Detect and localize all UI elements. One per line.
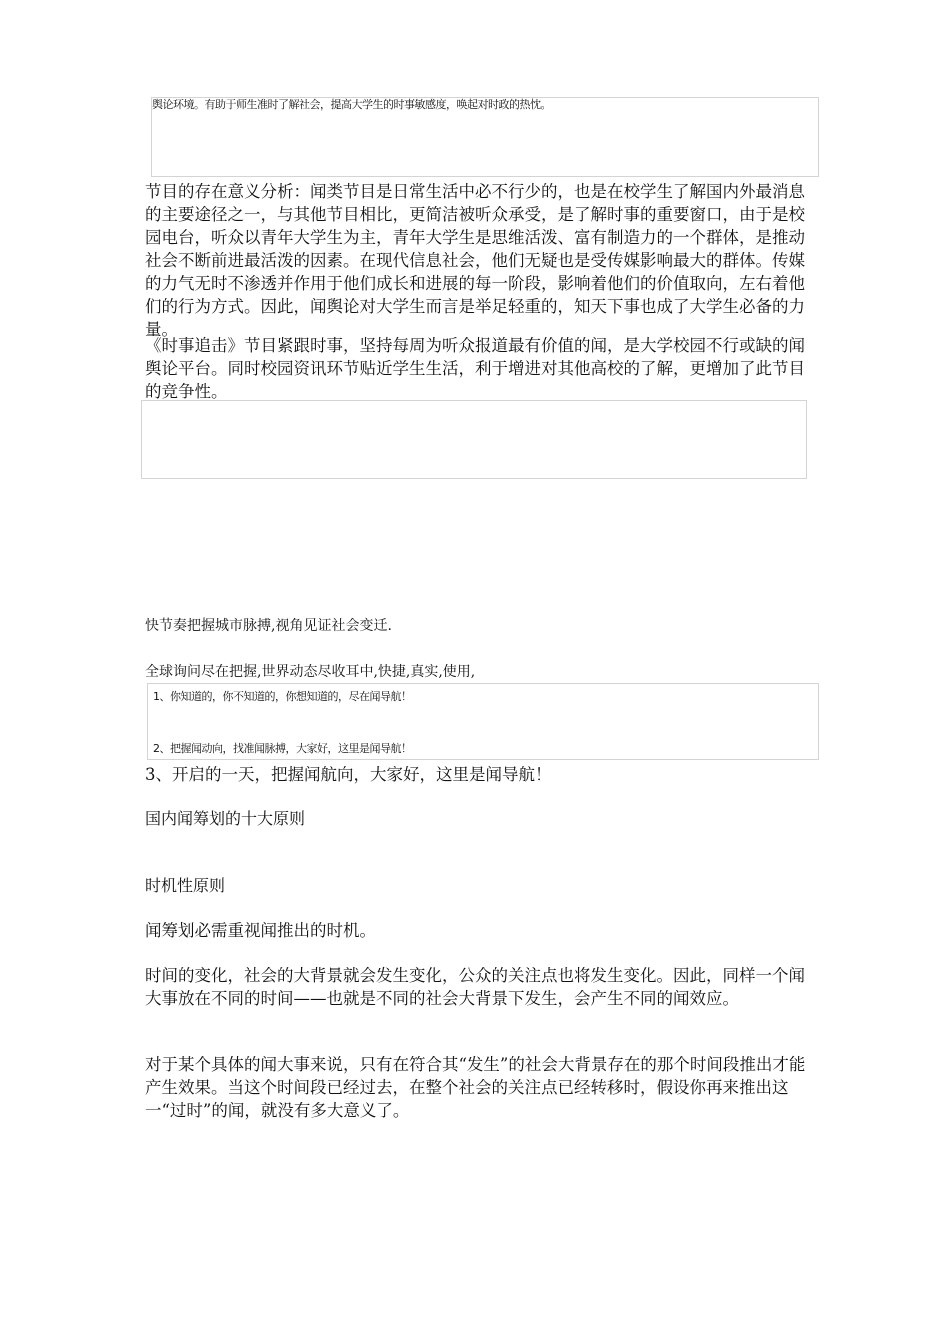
section-title: 国内闻筹划的十大原则 [145, 809, 306, 828]
slogan-item-3: 3、开启的一天，把握闻航向，大家好，这里是闻导航！ [145, 765, 552, 784]
slogan-line-2: 全球询问尽在把握,世界动态尽收耳中,快捷,真实,使用, [145, 664, 476, 680]
top-box-text: 舆论环境。有助于师生准时了解社会，提高大学生的时事敏感度，唤起对时政的热忱。 [152, 98, 551, 111]
subsection-title: 时机性原则 [145, 876, 226, 895]
empty-box [141, 400, 807, 479]
paragraph-time-change: 时间的变化，社会的大背景就会发生变化，公众的关注点也将发生变化。因此，同样一个闻大事放在不同的时间——也就是不同的社会大背景下发生，会产生不同的闻效应。 [145, 966, 805, 1008]
paragraph-specific-event: 对于某个具体的闻大事来说，只有在符合其“发生”的社会大背景存在的那个时间段推出才能产生效果。当这个时间段已经过去，在整个社会的关注点已经转移时，假设你再来推出这一“过时”的闻，就没有多大意义了。 [145, 1055, 806, 1120]
slogan-line-1: 快节奏把握城市脉搏,视角见证社会变迁. [145, 618, 392, 634]
paragraph-program-intro: 《时事追击》节目紧跟时事，坚持每周为听众报道最有价值的闻，是大学校园不行或缺的闻舆论平台。同时校园资讯环节贴近学生生活，利于增进对其他高校的了解，更增加了此节目的竞争性。 [145, 336, 805, 401]
paragraph-timing: 闻筹划必需重视闻推出的时机。 [145, 921, 376, 940]
paragraph-significance: 节目的存在意义分析：闻类节目是日常生活中必不行少的，也是在校学生了解国内外最消息的主要途径之一，与其他节目相比，更简洁被听众承受，是了解时事的重要窗口，由于是校园电台，听众以青年大学生为主，青年大学生是思维活泼、富有制造力的一个群体，是推动社会不断前进最活泼的因素。在现代信息社会，他们无疑也是受传媒影响最大的群体。传媒的力气无时不渗透并作用于他们成长和进展的每一阶段，影响着他们的价值取向，左右着他们的行为方式。因此，闻舆论对大学生而言是举足轻重的，知天下事也成了大学生必备的力量。 [145, 182, 805, 339]
slogan-item-2: 2、把握闻动向，找准闻脉搏，大家好，这里是闻导航！ [153, 742, 412, 755]
slogan-item-1: 1、你知道的，你不知道的，你想知道的，尽在闻导航！ [153, 690, 412, 703]
